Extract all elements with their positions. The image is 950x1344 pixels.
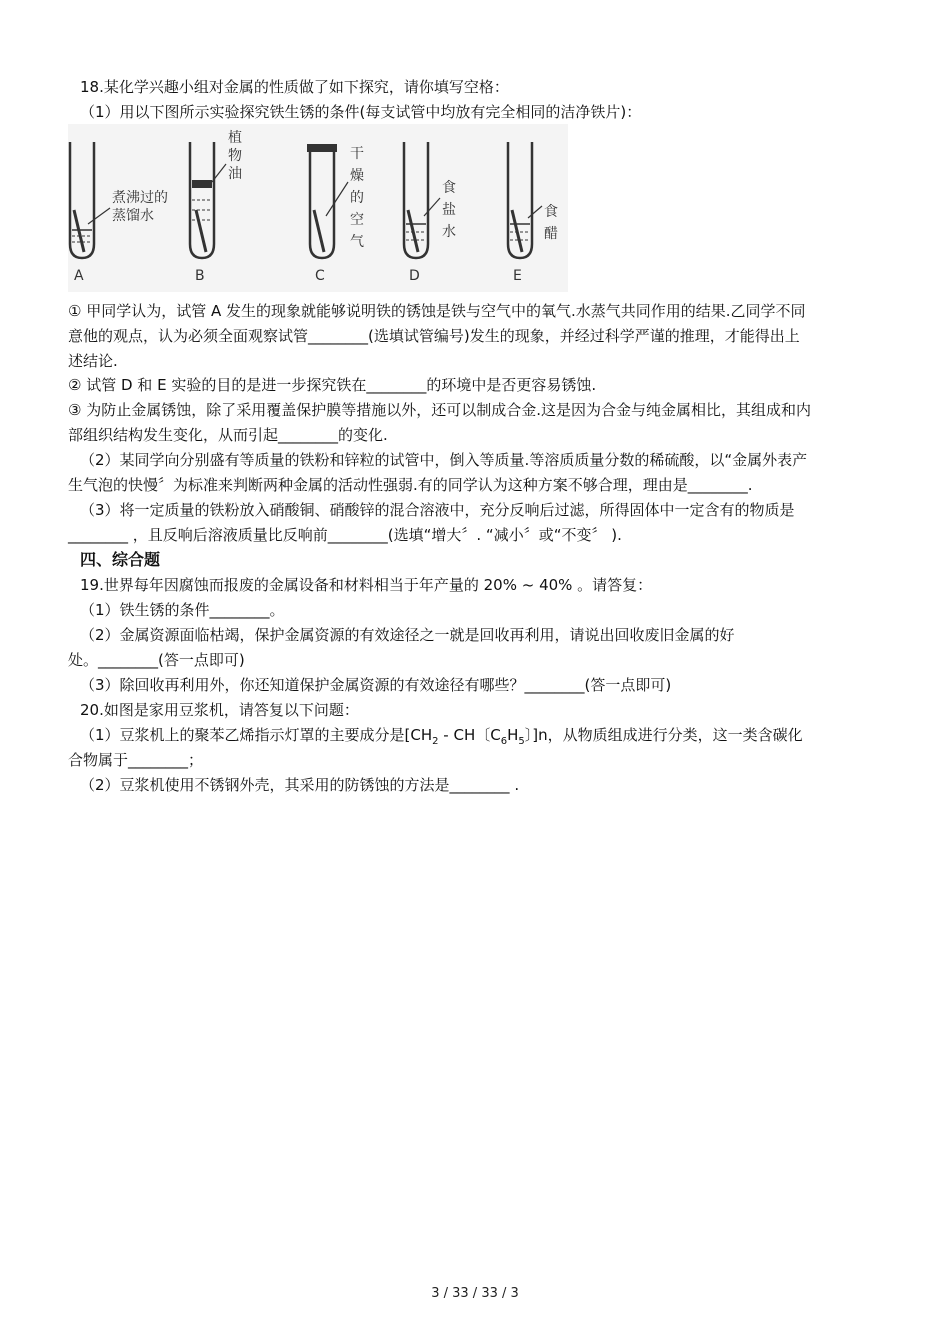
tube-c-letter: C	[315, 268, 325, 284]
tube-b-label-3: 油	[228, 166, 242, 182]
q18-s1-line1: ① 甲同学认为，试管 A 发生的现象就能够说明铁的锈蚀是铁与空气中的氧气.水蒸气共同作用的结果.乙同学不同	[68, 302, 806, 320]
tube-c-label-3: 的	[350, 190, 364, 206]
tube-d-label-2: 盐	[442, 202, 456, 218]
q19-part1: （1）铁生锈的条件________。	[80, 601, 285, 619]
q18-s3-line1: ③ 为防止金属锈蚀，除了采用覆盖保护膜等措施以外，还可以制成合金.这是因为合金与纯金属相比，其组成和内	[68, 401, 811, 419]
tube-e-label-2: 醋	[544, 226, 558, 242]
q18-part2-line2: 生气泡的快慢〞为标准来判断两种金属的活动性强弱.有的同学认为这种方案不够合理，理由是________.	[68, 476, 753, 494]
tube-c-label-1: 干	[350, 146, 364, 162]
q19-part3: （3）除回收再利用外，你还知道保护金属资源的有效途径有哪些？________(答一点即可)	[80, 676, 672, 694]
q18-part3-line2: ________ ，且反响后溶液质量比反响前________(选填“增大〞. “减小〞或“不变〞 ).	[68, 526, 622, 544]
test-tube-figure	[68, 124, 568, 292]
q20-part1-line2: 合物属于________；	[68, 751, 204, 769]
tube-c-label-2: 燥	[350, 168, 364, 184]
q20-part2: （2）豆浆机使用不锈钢外壳，其采用的防锈蚀的方法是________ .	[80, 776, 520, 794]
q18-part1: （1）用以下图所示实验探究铁生锈的条件(每支试管中均放有完全相同的洁净铁片)：	[80, 103, 642, 121]
q20-title: 20.如图是家用豆浆机，请答复以下问题：	[80, 701, 359, 719]
tube-e-label-1: 食	[544, 204, 558, 220]
q18-s1-line2: 意他的观点，认为必须全面观察试管________(选填试管编号)发生的现象，并经过科学严谨的推理，才能得出上	[68, 327, 800, 345]
tube-c-stopper	[307, 144, 337, 152]
tube-d-letter: D	[409, 268, 420, 284]
q18-part3-line1: （3）将一定质量的铁粉放入硝酸铜、硝酸锌的混合溶液中，充分反响后过滤，所得固体中一定含有的物质是	[80, 501, 795, 519]
q19-part2-line1: （2）金属资源面临枯竭，保护金属资源的有效途径之一就是回收再利用，请说出回收废旧金属的好	[80, 626, 735, 644]
tube-b-oil-layer	[192, 180, 212, 188]
tube-d-label-3: 水	[442, 224, 456, 240]
q19-title: 19.世界每年因腐蚀而报废的金属设备和材料相当于年产量的 20% ~ 40% 。请答复：	[80, 576, 653, 594]
q18-s3-line2: 部组织结构发生变化，从而引起________的变化.	[68, 426, 388, 444]
tube-b-label-2: 物	[228, 148, 242, 164]
section-4-heading: 四、综合题	[80, 550, 161, 569]
q18-s2: ② 试管 D 和 E 实验的目的是进一步探究铁在________的环境中是否更容易锈蚀.	[68, 376, 597, 394]
tube-a-letter: A	[74, 268, 84, 284]
page-footer: 3 / 33 / 33 / 3	[431, 1286, 519, 1301]
tube-d-label-1: 食	[442, 180, 456, 196]
q18-title: 18.某化学兴趣小组对金属的性质做了如下探究，请你填写空格：	[80, 78, 509, 96]
tube-e-letter: E	[513, 268, 522, 284]
q19-part2-line2: 处。________(答一点即可)	[68, 651, 245, 669]
q20-part1-line1: （1）豆浆机上的聚苯乙烯指示灯罩的主要成分是[$CH_2$ - CH〔$C_6H_5$〕]n，从物质组成进行分类，这一类含碳化	[80, 726, 803, 747]
q18-part2-line1: （2）某同学向分别盛有等质量的铁粉和锌粒的试管中，倒入等质量.等溶质质量分数的稀硫酸，以“金属外表产	[80, 451, 808, 469]
tube-c-label-4: 空	[350, 212, 364, 228]
tube-b-label-1: 植	[228, 130, 242, 146]
tube-a-label: 煮沸过的	[112, 190, 168, 206]
tube-c-label-5: 气	[350, 234, 364, 250]
tube-a-label2: 蒸馏水	[112, 208, 154, 224]
q18-s1-line3: 述结论.	[68, 352, 118, 370]
tube-b-letter: B	[195, 268, 205, 284]
